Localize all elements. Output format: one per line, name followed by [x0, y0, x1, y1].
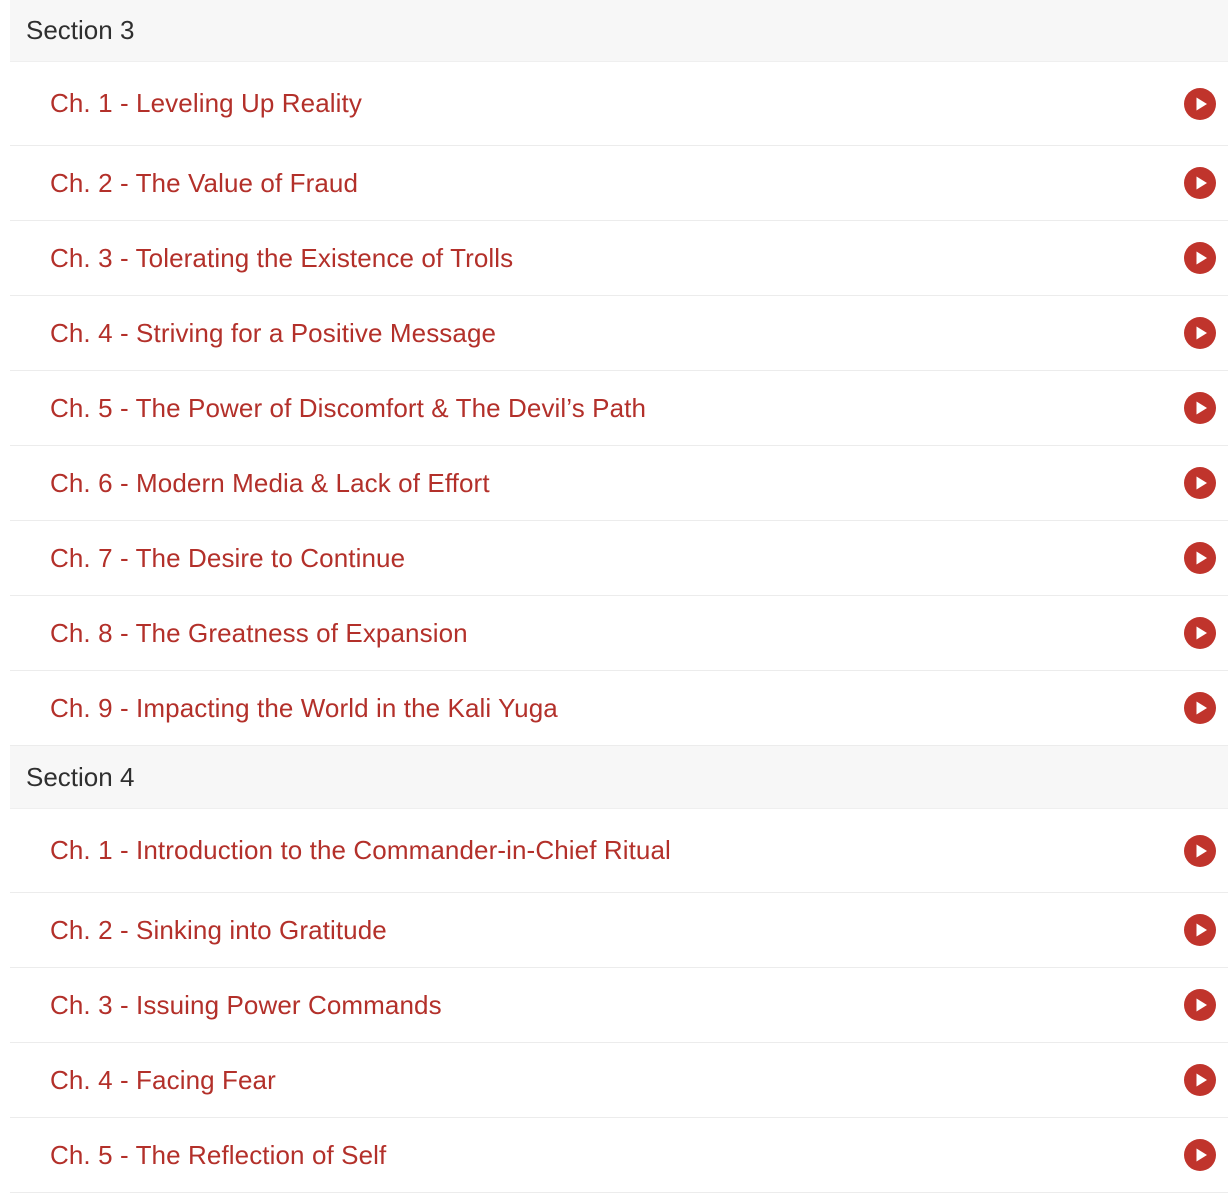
- play-circle-icon[interactable]: [1184, 835, 1216, 867]
- chapter-title[interactable]: Ch. 4 - Facing Fear: [50, 1064, 276, 1095]
- play-circle-icon[interactable]: [1184, 88, 1216, 120]
- chapter-title[interactable]: Ch. 3 - Tolerating the Existence of Trolls: [50, 242, 514, 273]
- chapter-row[interactable]: [10, 893, 1228, 968]
- play-circle-icon[interactable]: [1184, 242, 1216, 274]
- chapter-row[interactable]: [10, 809, 1228, 893]
- play-circle-icon[interactable]: [1184, 989, 1216, 1021]
- chapter-title[interactable]: Ch. 1 - Leveling Up Reality: [50, 88, 362, 118]
- section-title: Section 4: [26, 761, 135, 792]
- chapter-title[interactable]: Ch. 3 - Issuing Power Commands: [50, 989, 442, 1020]
- section-header-4: [10, 746, 1228, 809]
- chapter-row[interactable]: [10, 446, 1228, 521]
- chapter-row[interactable]: [10, 671, 1228, 746]
- chapter-row[interactable]: [10, 62, 1228, 146]
- chapter-title[interactable]: Ch. 8 - The Greatness of Expansion: [50, 617, 468, 648]
- play-circle-icon[interactable]: [1184, 617, 1216, 649]
- section-4-chapters: [10, 809, 1228, 1193]
- chapter-row[interactable]: [10, 221, 1228, 296]
- play-circle-icon[interactable]: [1184, 167, 1216, 199]
- section-header-3: [10, 0, 1228, 62]
- chapter-title[interactable]: Ch. 2 - Sinking into Gratitude: [50, 914, 387, 945]
- play-circle-icon[interactable]: [1184, 392, 1216, 424]
- chapter-title[interactable]: Ch. 2 - The Value of Fraud: [50, 167, 359, 198]
- play-circle-icon[interactable]: [1184, 467, 1216, 499]
- play-circle-icon[interactable]: [1184, 542, 1216, 574]
- chapter-row[interactable]: [10, 596, 1228, 671]
- play-circle-icon[interactable]: [1184, 1064, 1216, 1096]
- play-circle-icon[interactable]: [1184, 692, 1216, 724]
- chapter-row[interactable]: [10, 1118, 1228, 1193]
- chapter-row[interactable]: [10, 146, 1228, 221]
- chapter-title[interactable]: Ch. 5 - The Reflection of Self: [50, 1139, 387, 1170]
- chapter-title[interactable]: Ch. 9 - Impacting the World in the Kali Yuga: [50, 692, 558, 723]
- chapter-title[interactable]: Ch. 1 - Introduction to the Commander-in-Chief Ritual: [50, 835, 671, 865]
- chapter-title[interactable]: Ch. 5 - The Power of Discomfort & The Devil’s Path: [50, 392, 647, 423]
- chapter-row[interactable]: [10, 1043, 1228, 1118]
- chapter-title[interactable]: Ch. 7 - The Desire to Continue: [50, 542, 406, 573]
- play-circle-icon[interactable]: [1184, 914, 1216, 946]
- play-circle-icon[interactable]: [1184, 317, 1216, 349]
- chapter-row[interactable]: [10, 296, 1228, 371]
- chapter-title[interactable]: Ch. 4 - Striving for a Positive Message: [50, 317, 497, 348]
- section-3-chapters: [10, 62, 1228, 746]
- play-circle-icon[interactable]: [1184, 1139, 1216, 1171]
- chapter-title[interactable]: Ch. 6 - Modern Media & Lack of Effort: [50, 467, 490, 498]
- chapter-row[interactable]: [10, 968, 1228, 1043]
- section-title: Section 3: [26, 15, 135, 45]
- chapter-row[interactable]: [10, 371, 1228, 446]
- chapter-row[interactable]: [10, 521, 1228, 596]
